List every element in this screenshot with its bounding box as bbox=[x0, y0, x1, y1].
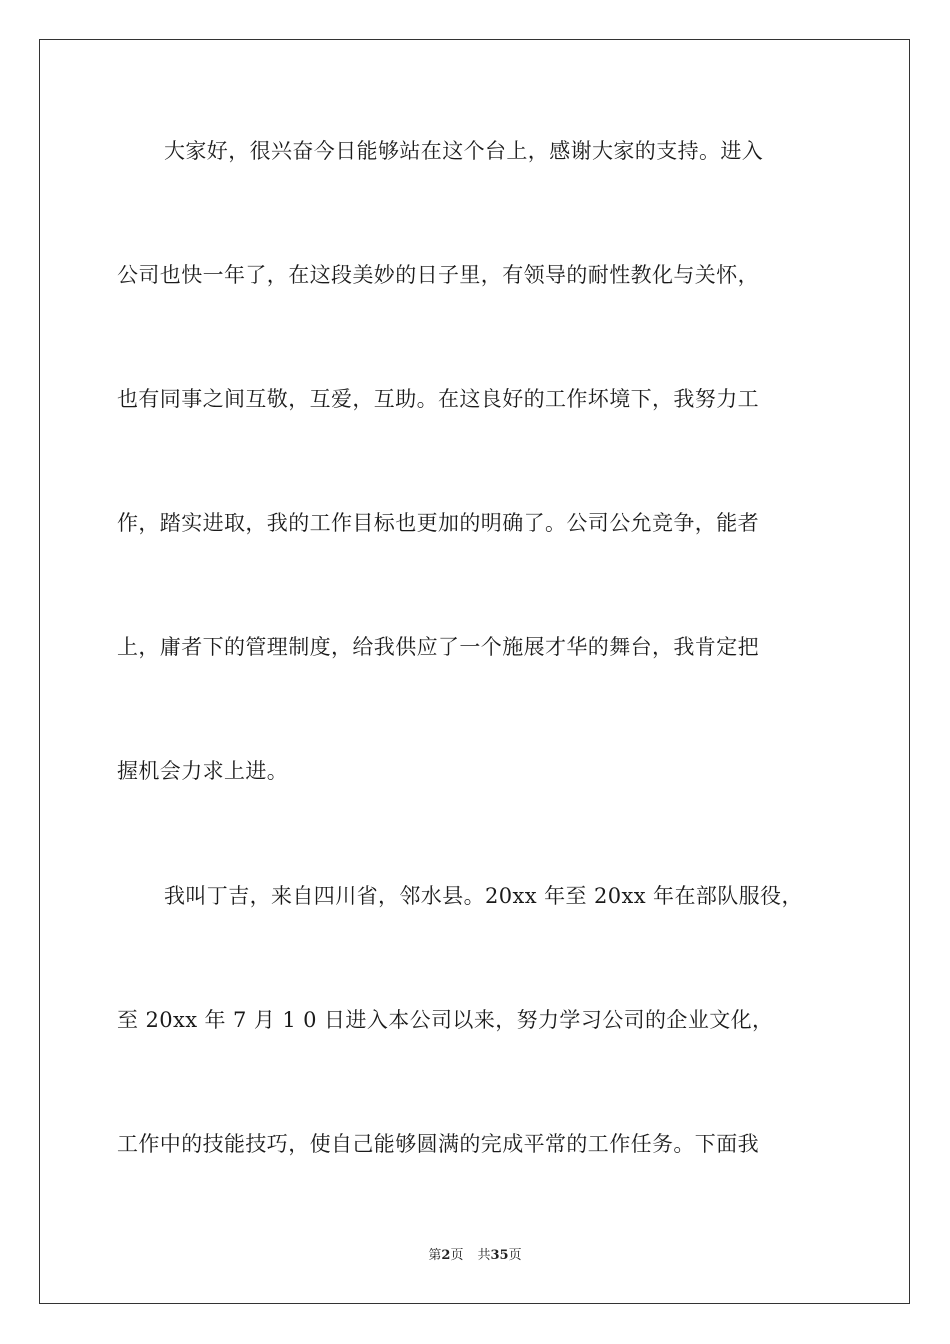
paragraph-1-line-3: 也有同事之间互敬，互爱，互助。在这良好的工作坏境下，我努力工 bbox=[117, 387, 759, 411]
page-frame bbox=[39, 39, 910, 1304]
paragraph-1-line-2: 公司也快一年了，在这段美妙的日子里，有领导的耐性教化与关怀， bbox=[117, 263, 759, 287]
paragraph-1-line-4: 作，踏实进取，我的工作目标也更加的明确了。公司公允竞争，能者 bbox=[117, 511, 759, 535]
total-pages: 35 bbox=[490, 1248, 509, 1263]
page-suffix: 页 bbox=[450, 1248, 464, 1263]
paragraph-2-line-2: 至 20xx 年 7 月 1 0 日进入本公司以来，努力学习公司的企业文化， bbox=[117, 1008, 774, 1032]
total-suffix: 页 bbox=[508, 1248, 522, 1263]
paragraph-1-line-5: 上，庸者下的管理制度，给我供应了一个施展才华的舞台，我肯定把 bbox=[117, 635, 759, 659]
total-prefix: 共 bbox=[477, 1248, 491, 1263]
page-prefix: 第 bbox=[428, 1248, 442, 1263]
page-number: 2 bbox=[441, 1248, 451, 1263]
page-footer bbox=[0, 1247, 950, 1265]
paragraph-2-line-3: 工作中的技能技巧，使自己能够圆满的完成平常的工作任务。下面我 bbox=[117, 1132, 759, 1156]
paragraph-1-line-6: 握机会力求上进。 bbox=[117, 759, 289, 783]
paragraph-1-line-1: 大家好，很兴奋今日能够站在这个台上，感谢大家的支持。进入 bbox=[164, 139, 764, 163]
paragraph-2-line-1: 我叫丁吉，来自四川省，邻水县。20xx 年至 20xx 年在部队服役， bbox=[164, 884, 803, 908]
